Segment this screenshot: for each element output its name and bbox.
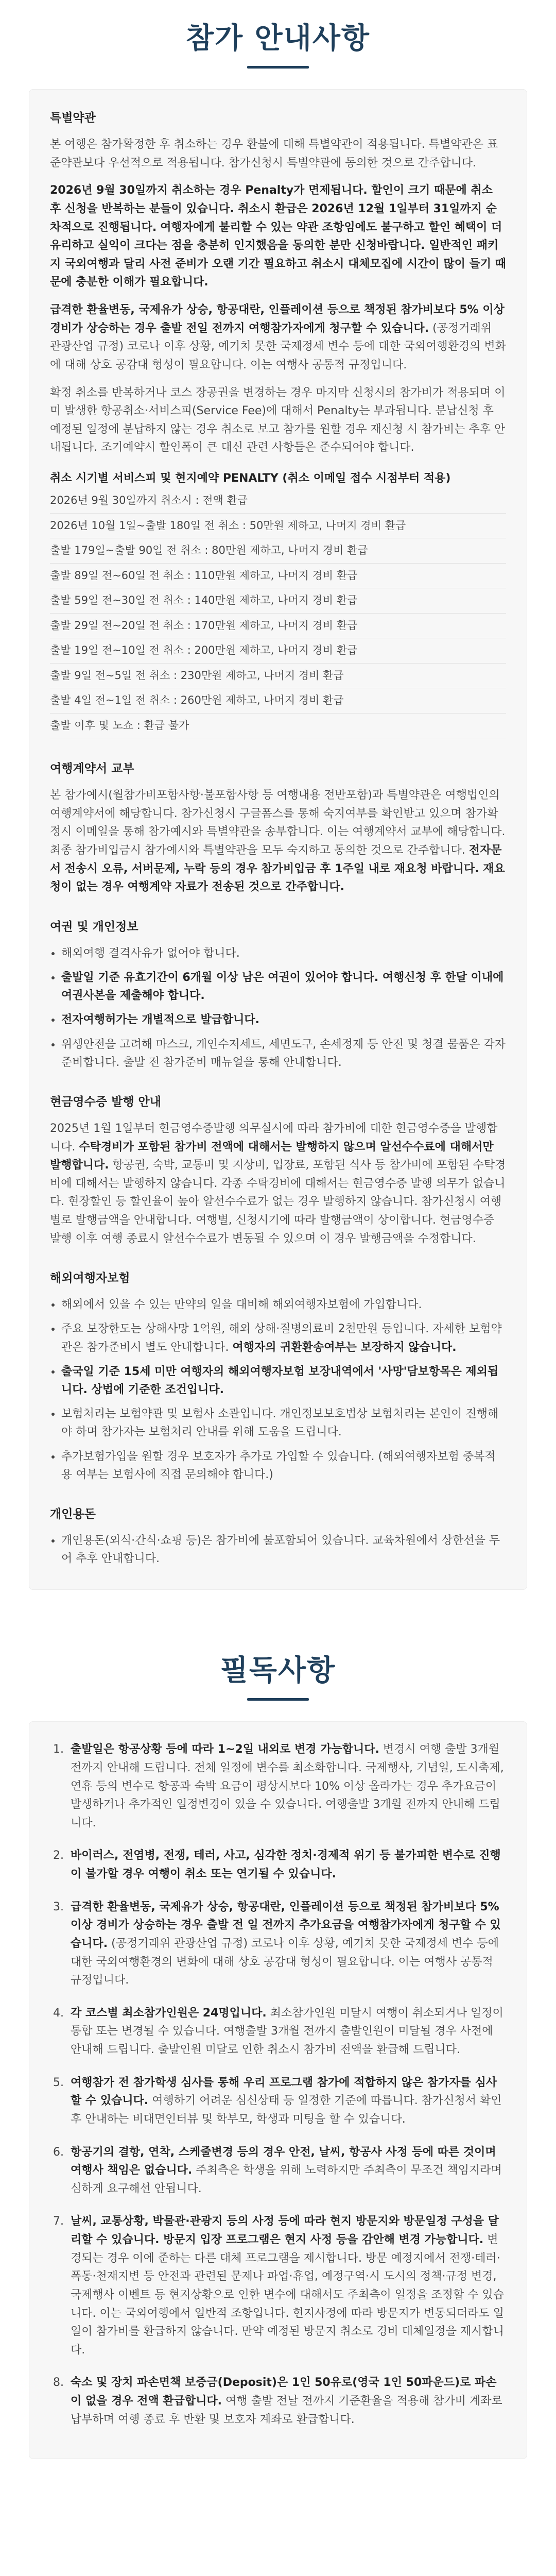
special-terms-penalty-free <box>50 181 506 292</box>
insurance-list <box>50 1296 506 1484</box>
insurance-item: • 해외에서 있을 수 있는 만약의 일을 대비해 해외여행자보험에 가입합니다. <box>61 1296 506 1314</box>
receipt-heading: 현금영수증 발행 안내 <box>50 1095 161 1109</box>
required-list <box>50 1740 506 2429</box>
required-item-strong: 여행참가 전 참가학생 심사를 통해 우리 프로그램 참가에 적합하지 않은 참가자를 심사할 수 있습니다. <box>71 2076 497 2108</box>
special-terms-surcharge <box>50 301 506 375</box>
required-card <box>29 1721 527 2459</box>
insurance-item <box>61 1320 506 1356</box>
cancel-fee-row: 출발 29일 전~20일 전 취소 : 170만원 제하고, 나머지 경비 환급 <box>50 614 506 639</box>
cancel-fee-row: 출발 9일 전~5일 전 취소 : 230만원 제하고, 나머지 경비 환급 <box>50 664 506 689</box>
insurance-item-strong: 출국일 기준 15세 미만 여행자의 해외여행자보험 보장내역에서 '사망'담보항목은 제외됩니다. 상법에 기준한 조건입니다. <box>61 1365 499 1396</box>
section-gap <box>29 1612 527 1632</box>
required-item-strong: 출발일은 항공상황 등에 따라 1~2일 내외로 변경 가능합니다. <box>71 1743 379 1756</box>
insurance-item-text: 주요 보장한도는 상해사망 1억원, 해외 상해·질병의료비 2천만원 등입니다. 자세한 보험약관은 참가준비시 별도 안내합니다. <box>61 1323 502 1354</box>
required-item-strong: 각 코스별 최소참가인원은 24명입니다. <box>71 2006 267 2020</box>
cancel-fee-row: 출발 179일~출발 90일 전 취소 : 80만원 제하고, 나머지 경비 환급 <box>50 538 506 564</box>
pocket-money-heading: 개인용돈 <box>50 1507 96 1521</box>
cancel-fee-table-title: 취소 시기별 서비스피 및 현지예약 PENALTY (취소 이메일 접수 시점부터 적용) <box>50 472 451 485</box>
contract-strong: 전자문서 전송시 오류, 서버문제, 누락 등의 경우 참가비입금 후 1주일 내로 재요청 바랍니다. 재요청이 없는 경우 여행계약 자료가 전송된 것으로 간주합니다. <box>50 843 505 894</box>
special-terms-repeat-cancel: 확정 취소를 반복하거나 코스 장공권을 변경하는 경우 마지막 신청시의 참가비가 적용되며 이미 발생한 항공취소·서비스피(Service Fee)에 대해서 Penalty는 부과됩니다. 분납신청 후 예정된 일정에 분납하지 않는 경우 취소로 보고 참가를 원할 경우 재신청 시 참가비는 추후 안내됩니다. 조기예약시 할인폭이 큰 대신 관련 사항들은 준수되어야 합니다. <box>50 386 506 454</box>
passport-item <box>61 969 506 1005</box>
required-item-strong: 숙소 및 장치 파손면책 보증금(Deposit)은 1인 50유로(영국 1인 50파운드)로 파손이 없을 경우 전액 환급합니다. <box>71 2376 497 2408</box>
required-item <box>67 1846 506 1883</box>
required-item <box>67 1898 506 1990</box>
required-item <box>67 2374 506 2429</box>
contract-heading: 여행계약서 교부 <box>50 762 134 775</box>
notice-card <box>29 89 527 1590</box>
required-item-strong: 급격한 환율변동, 국제유가 상승, 항공대란, 인플레이션 등으로 책정된 참가비보다 5% 이상 경비가 상승하는 경우 출발 전 일 전까지 추가요금을 여행참가자에게 청구할 수 있습니다. <box>71 1900 501 1950</box>
required-item-text: 변경되는 경우 이에 준하는 다른 대체 프로그램을 제시합니다. 방문 예정지에서 전쟁·테러·폭동·천재지변 등 안전과 관련된 문제나 파업·휴업, 예정구역·시 도시의 정책·규정 변경, 국제행사 이벤트 등 현지상황으로 인한 변수에 대해서도 주최측이 일정을 조정할 수 있습니다. 이는 국외여행에서 일반적 조항입니다. 현지사정에 따라 방문지가 변동되더라도 일일이 참가비를 환급하지 않습니다. 만약 예정된 방문지 취소로 경비 대체일정을 제시합니다. <box>71 2233 504 2357</box>
title-divider <box>247 66 309 69</box>
special-terms-heading: 특별약관 <box>50 111 96 125</box>
insurance-item: • 추가보험가입을 원할 경우 보호자가 추가로 가입할 수 있습니다. (해외여행자보험 중복적용 여부는 보험사에 직접 문의해야 합니다.) <box>61 1448 506 1484</box>
required-item <box>67 2143 506 2198</box>
penalty-free-strong: 2026년 9월 30일까지 취소하는 경우 Penalty가 면제됩니다. 할인이 크기 때문에 취소 후 신청을 반복하는 분들이 있습니다. 취소시 환급은 2026년 12월 1일부터 31일까지 순차적으로 진행됩니다. <box>50 184 497 234</box>
required-item-text: (공정거래위 관광산업 규정) 코로나 이후 상황, 예기치 못한 국제정세 변수 등에 대한 국외여행환경의 변화에 대해 상호 공감대 형성이 필요합니다. 이는 여행사 공통적 규정입니다. <box>71 1937 499 1987</box>
required-item <box>67 2074 506 2129</box>
required-item-strong: 날씨, 교통상황, 박물관·관광지 등의 사정 등에 따라 현지 방문지와 방문일정 구성을 달리할 수 있습니다. 방문지 입장 프로그램은 현지 사정 등을 감안해 변경 가능합니다. <box>71 2215 499 2247</box>
required-item <box>67 2212 506 2359</box>
title-divider <box>247 1698 309 1701</box>
cancel-fee-row: 출발 19일 전~10일 전 취소 : 200만원 제하고, 나머지 경비 환급 <box>50 638 506 664</box>
pocket-money-list <box>50 1532 506 1568</box>
pocket-money-item: • 개인용돈(외식·간식·쇼핑 등)은 참가비에 불포함되어 있습니다. 교육차원에서 상한선을 두어 추후 안내합니다. <box>61 1532 506 1568</box>
required-item-strong: 바이러스, 전염병, 전쟁, 테러, 사고, 심각한 정치·경제적 위기 등 불가피한 변수로 진행이 불가할 경우 여행이 취소 또는 연기될 수 있습니다. <box>71 1849 501 1881</box>
required-item <box>67 2004 506 2059</box>
required-item-strong: 항공기의 결항, 연착, 스케줄변경 등의 경우 안전, 날씨, 항공사 사정 등에 따른 것이며 여행사 책임은 없습니다. <box>71 2145 496 2177</box>
insurance-heading: 해외여행자보험 <box>50 1272 130 1285</box>
cancel-fee-row: 출발 이후 및 노쇼 : 환급 불가 <box>50 714 506 739</box>
surcharge-strong: 급격한 환율변동, 국제유가 상승, 항공대란, 인플레이션 등으로 책정된 참가비보다 5% 이상 경비가 상승하는 경우 출발 전일 전까지 여행참가자에게 청구할 수 있습니다. <box>50 303 505 335</box>
required-item-text: 변경시 여행 출발 3개월 전까지 안내해 드립니다. 전체 일정에 변수를 최소화합니다. 국제행사, 기념일, 도시축제, 연휴 등의 변수로 항공과 숙박 요금이 평상시보다 10% 이상 올라가는 경우 추가요금이 발생하거나 추가적인 일정변경이 있을 수 있습니다. 여행출발 3개월 전까지 안내해 드립니다. <box>71 1743 504 1829</box>
contract-paragraph <box>50 786 506 896</box>
surcharge-note: (공정거래위 관광산업 규정) 코로나 이후 상황, 예기치 못한 국제정세 변수 등에 대한 국외여행환경의 변화에 대해 상호 공감대 형성이 필요합니다. 이는 여행사 공통적 규정입니다. <box>50 321 506 371</box>
cancel-fee-list <box>50 488 506 738</box>
penalty-free-consent: 여행자에게 불리할 수 있는 약관 조항임에도 불구하고 할인 혜택이 더 유리하고 실익이 크다는 점을 충분히 인지했음을 동의한 분만 신청바랍니다. 일반적인 패키지 국외여행과 달리 사전 준비가 오랜 기간 필요하고 취소시 대체모집에 시간이 많이 들기 때문에 충분한 이해가 필요합니다. <box>50 221 506 289</box>
passport-list <box>50 944 506 1072</box>
receipt-strong: 수탁경비가 포함된 참가비 전액에 대해서는 발행하지 않으며 알선수수료에 대해서만 발행합니다. <box>50 1140 494 1172</box>
passport-item-strong: 출발일 기준 유효기간이 6개월 이상 남은 여권이 있어야 합니다. 여행신청 후 한달 이내에 여권사본을 제출해야 합니다. <box>61 971 504 1003</box>
receipt-text-b: 항공권, 숙박, 교통비 및 지상비, 입장료, 포함된 식사 등 참가비에 포함된 수탁경비에 대해서는 발행하지 않습니다. 각종 수탁경비에 대해서는 현금영수증 발행 의무가 없습니다. 현장할인 등 할인율이 높아 알선수수료가 없는 경우 발행하지 않습니다. 참가신청시 여행별로 발행금액을 안내합니다. 여행별, 신청시기에 따라 발행금액이 상이합니다. 현금영수증 발행 이후 여행 종료시 알선수수료가 변동될 수 있으며 이 경우 발행금액을 수정합니다. <box>50 1159 506 1245</box>
contract-text: 본 참가예시(월참가비포함사항·불포함사항 등 여행내용 전반포함)과 특별약관은 여행법인의 여행계약서에 해당합니다. 참가신청시 구글폼스를 통해 숙지여부를 확인받고 있으며 참가확정시 이메일을 통해 참가예시와 특별약관을 송부합니다. 이는 여행계약서 교부에 해당합니다. 최종 참가비입금시 참가예시와 특별약관을 모두 숙지하고 동의한 것으로 간주합니다. <box>50 789 506 857</box>
required-item-text: 주최측은 학생을 위해 노력하지만 주최측이 무조건 책임지라며 심하게 요구해선 안됩니다. <box>71 2164 502 2195</box>
page-title: 참가 안내사항 <box>185 22 371 55</box>
receipt-text-a: 2025년 1월 1일부터 현금영수증발행 의무실시에 따라 참가비에 대한 현금영수증을 발행합니다. <box>50 1122 498 1154</box>
cancel-fee-row: 출발 4일 전~1일 전 취소 : 260만원 제하고, 나머지 경비 환급 <box>50 688 506 714</box>
insurance-item <box>61 1363 506 1399</box>
required-item-text: 최소참가인원 미달시 여행이 취소되거나 일정이 통합 또는 변경될 수 있습니다. 여행출발 3개월 전까지 출발인원이 미달될 경우 사전에 안내해 드립니다. 출발인원 미달로 인한 취소시 참가비 전액을 환급해 드립니다. <box>71 2006 503 2057</box>
special-terms-intro: 본 여행은 참가확정한 후 취소하는 경우 환불에 대해 특별약관이 적용됩니다. 특별약관은 표준약관보다 우선적으로 적용됩니다. 참가신청시 특별약관에 동의한 것으로 간주합니다. <box>50 138 498 170</box>
passport-item <box>61 1011 506 1029</box>
required-item <box>67 1740 506 1832</box>
passport-heading: 여권 및 개인정보 <box>50 920 138 934</box>
cancel-fee-row: 출발 59일 전~30일 전 취소 : 140만원 제하고, 나머지 경비 환급 <box>50 588 506 614</box>
cancel-fee-row: 2026년 9월 30일까지 취소시 : 전액 환급 <box>50 488 506 514</box>
insurance-item: • 보험처리는 보험약관 및 보험사 소관입니다. 개인정보보호법상 보험처리는 본인이 진행해야 하며 참가자는 보험처리 안내를 위해 도움을 드립니다. <box>61 1405 506 1441</box>
passport-item: • 해외여행 결격사유가 없어야 합니다. <box>61 944 506 962</box>
insurance-item-strong: 여행자의 귀환환송여부는 보장하지 않습니다. <box>232 1341 457 1354</box>
receipt-paragraph <box>50 1120 506 1248</box>
required-item-text: 여행하기 어려운 심신상태 등 일정한 기준에 따릅니다. 참가신청서 확인 후 안내하는 비대면인터뷰 및 학부모, 학생과 미팅을 할 수 있습니다. <box>71 2094 502 2126</box>
required-title: 필독사항 <box>220 1654 336 1688</box>
cancel-fee-row: 출발 89일 전~60일 전 취소 : 110만원 제하고, 나머지 경비 환급 <box>50 564 506 589</box>
passport-item-strong: 전자여행허가는 개별적으로 발급합니다. <box>61 1013 259 1027</box>
required-item-text: 여행 출발 전날 전까지 기준환율을 적용해 참가비 계좌로 납부하며 여행 종료 후 반환 및 보호자 계좌로 환급합니다. <box>71 2395 502 2426</box>
cancel-fee-row: 2026년 10월 1일~출발 180일 전 취소 : 50만원 제하고, 나머지 경비 환급 <box>50 514 506 539</box>
passport-item: • 위생안전을 고려해 마스크, 개인수저세트, 세면도구, 손세정제 등 안전 및 청결 물품은 각자 준비합니다. 출발 전 참가준비 매뉴얼을 통해 안내합니다. <box>61 1036 506 1072</box>
